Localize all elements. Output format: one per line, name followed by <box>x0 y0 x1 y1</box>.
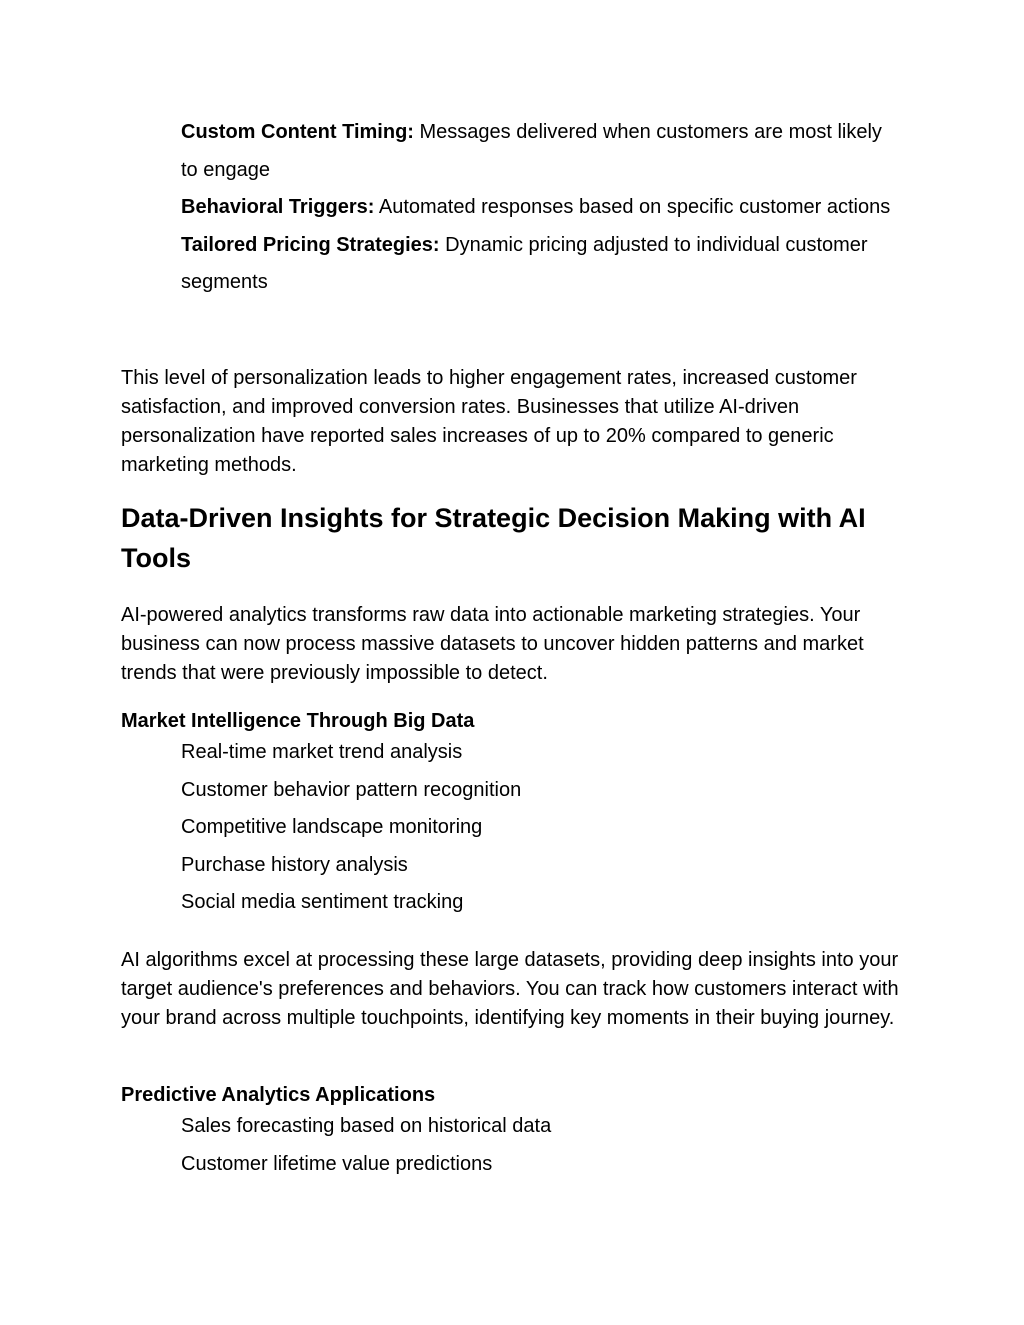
intro-item-term: Behavioral Triggers: <box>181 196 375 218</box>
market-intelligence-heading: Market Intelligence Through Big Data <box>121 710 475 732</box>
intro-item-term: Custom Content Timing: <box>181 121 414 143</box>
intro-item-behavioral-triggers <box>181 189 901 227</box>
list-item: Social media sentiment tracking <box>181 891 464 913</box>
intro-item-tailored-pricing <box>181 227 901 302</box>
list-item: Sales forecasting based on historical data <box>181 1115 552 1137</box>
list-item: Real-time market trend analysis <box>181 741 463 763</box>
list-item: Purchase history analysis <box>181 853 408 876</box>
intro-item-term: Tailored Pricing Strategies: <box>181 233 440 256</box>
paragraph-personalization: This level of personalization leads to higher engagement rates, increased customer satisfaction, and improved conversion rates. Businesses that utilize AI-driven personalization have reported sales increases of up to 20% compared to generic marketing methods. <box>121 367 857 476</box>
paragraph-analytics: AI-powered analytics transforms raw data into actionable marketing strategies. Your business can now process massive datasets to uncover hidden patterns and market trends that were previously impossible to detect. <box>121 604 864 684</box>
list-item: Customer lifetime value predictions <box>181 1152 493 1175</box>
intro-feature-list <box>181 114 901 302</box>
intro-item-desc: Messages delivered when customers are most likely to engage <box>181 121 882 181</box>
paragraph-algorithms: AI algorithms excel at processing these large datasets, providing deep insights into your target audience's preferences and behaviors. You can track how customers interact with your brand across multiple touchpoints, identifying key moments in their buying journey. <box>121 949 899 1029</box>
list-item: Customer behavior pattern recognition <box>181 778 522 801</box>
section-heading: Data-Driven Insights for Strategic Decision Making with AI Tools <box>121 503 866 573</box>
predictive-analytics-heading: Predictive Analytics Applications <box>121 1084 436 1106</box>
list-item: Competitive landscape monitoring <box>181 816 483 838</box>
intro-item-desc: Automated responses based on specific customer actions <box>374 196 891 218</box>
predictive-analytics-list <box>181 1108 901 1183</box>
intro-item-desc: Dynamic pricing adjusted to individual customer segments <box>181 233 868 293</box>
intro-item-custom-content-timing <box>181 114 901 189</box>
market-intelligence-list <box>181 734 901 922</box>
